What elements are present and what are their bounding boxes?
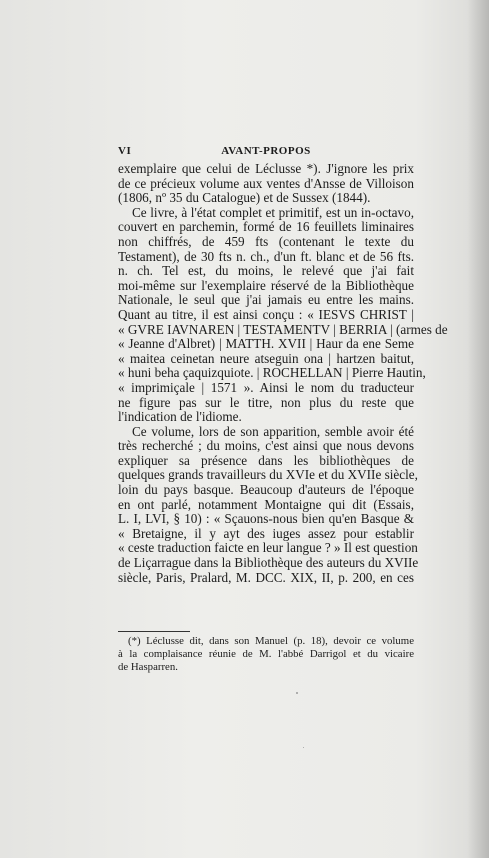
text-line: l'indication de l'idiome. <box>118 409 242 425</box>
text-line: exemplaire que celui de Léclusse *). J'ignore les prix <box>118 161 414 176</box>
text-line: Ce livre, à l'état complet et primitif, est un in-octavo, <box>132 204 414 220</box>
footnote-line: (*) Léclusse dit, dans son Manuel (p. 18), devoir ce volume <box>128 635 414 647</box>
text-line: siècle, Paris, Pralard, M. DCC. XIX, II, p. 200, en ces <box>118 569 414 585</box>
text-line: de ce précieux volume aux ventes d'Ansse de Villoison <box>118 175 414 191</box>
text-line: « huni beha çaquizquiote. | ROCHELLAN | Pierre Hautin, <box>118 365 426 381</box>
text-line: « imprimiçale | 1571 ». Ainsi le nom du traducteur <box>118 379 414 395</box>
text-line: « maitea ceinetan neure atseguin ona | hartzen baitut, <box>118 350 414 366</box>
text-line: expliquer sa présence dans les bibliothèques de <box>118 452 414 468</box>
text-line: loin du pays basque. Beaucoup d'auteurs de l'époque <box>118 482 414 498</box>
footnote-line: de Hasparren. <box>118 661 178 673</box>
text-line: Nationale, le seul que j'ai jamais eu entre les mains. <box>118 292 414 308</box>
text-line: L. I, LVI, § 10) : « Sçauons-nous bien qu'en Basque & <box>118 511 414 527</box>
text-line: moi-même sur l'exemplaire réservé de la Bibliothèque <box>118 277 414 293</box>
text-line: quelques grands travailleurs du XVIe et du XVIIe siècle, <box>118 467 418 483</box>
paper-speck <box>296 692 298 694</box>
text-line: ne figure pas sur le titre, non plus du reste que <box>118 394 414 410</box>
footnote <box>118 635 414 674</box>
text-line: « GVRE IAVNAREN | TESTAMENTV | BERRIA | (armes de <box>118 321 448 337</box>
text-line: Testament), de 30 fts n. ch., d'un ft. blanc et de 56 fts. <box>118 248 414 264</box>
text-line: Quant au titre, il est ainsi conçu : « IESVS CHRIST | <box>118 306 414 322</box>
footnote-line: à la complaisance réunie de M. l'abbé Darrigol et du vicaire <box>118 648 414 660</box>
footnote-rule <box>118 631 190 632</box>
text-line: Ce volume, lors de son apparition, semble avoir été <box>132 423 414 439</box>
page-gutter-shadow <box>467 0 489 858</box>
text-line: n. ch. Tel est, du moins, le relevé que j'ai fait <box>118 263 414 279</box>
paper-speck <box>303 747 304 748</box>
page-folio: VI <box>118 145 132 157</box>
text-line: « Jeanne d'Albret) | MATTH. XVII | Haur da ene Seme <box>118 336 414 352</box>
text-line: « Bretaigne, il y ayt des iuges assez pour establir <box>118 525 414 541</box>
text-line: (1806, nº 35 du Catalogue) et de Sussex (1844). <box>118 190 371 206</box>
text-line: très recherché ; du moins, c'est ainsi que nous devons <box>118 438 414 454</box>
page-header <box>118 145 414 161</box>
text-line: « ceste traduction faicte en leur langue ? » Il est question <box>118 540 418 556</box>
text-line: couvert en parchemin, formé de 16 feuillets liminaires <box>118 219 414 235</box>
main-text <box>118 161 448 585</box>
running-head: AVANT-PROPOS <box>221 145 311 157</box>
text-line: en ont parlé, notamment Montaigne qui dit (Essais, <box>118 496 414 512</box>
text-line: de Liçarrague dans la Bibliothèque des auteurs du XVIIe <box>118 555 419 571</box>
text-line: non chiffrés, de 459 fts (contenant le texte du <box>118 233 414 249</box>
